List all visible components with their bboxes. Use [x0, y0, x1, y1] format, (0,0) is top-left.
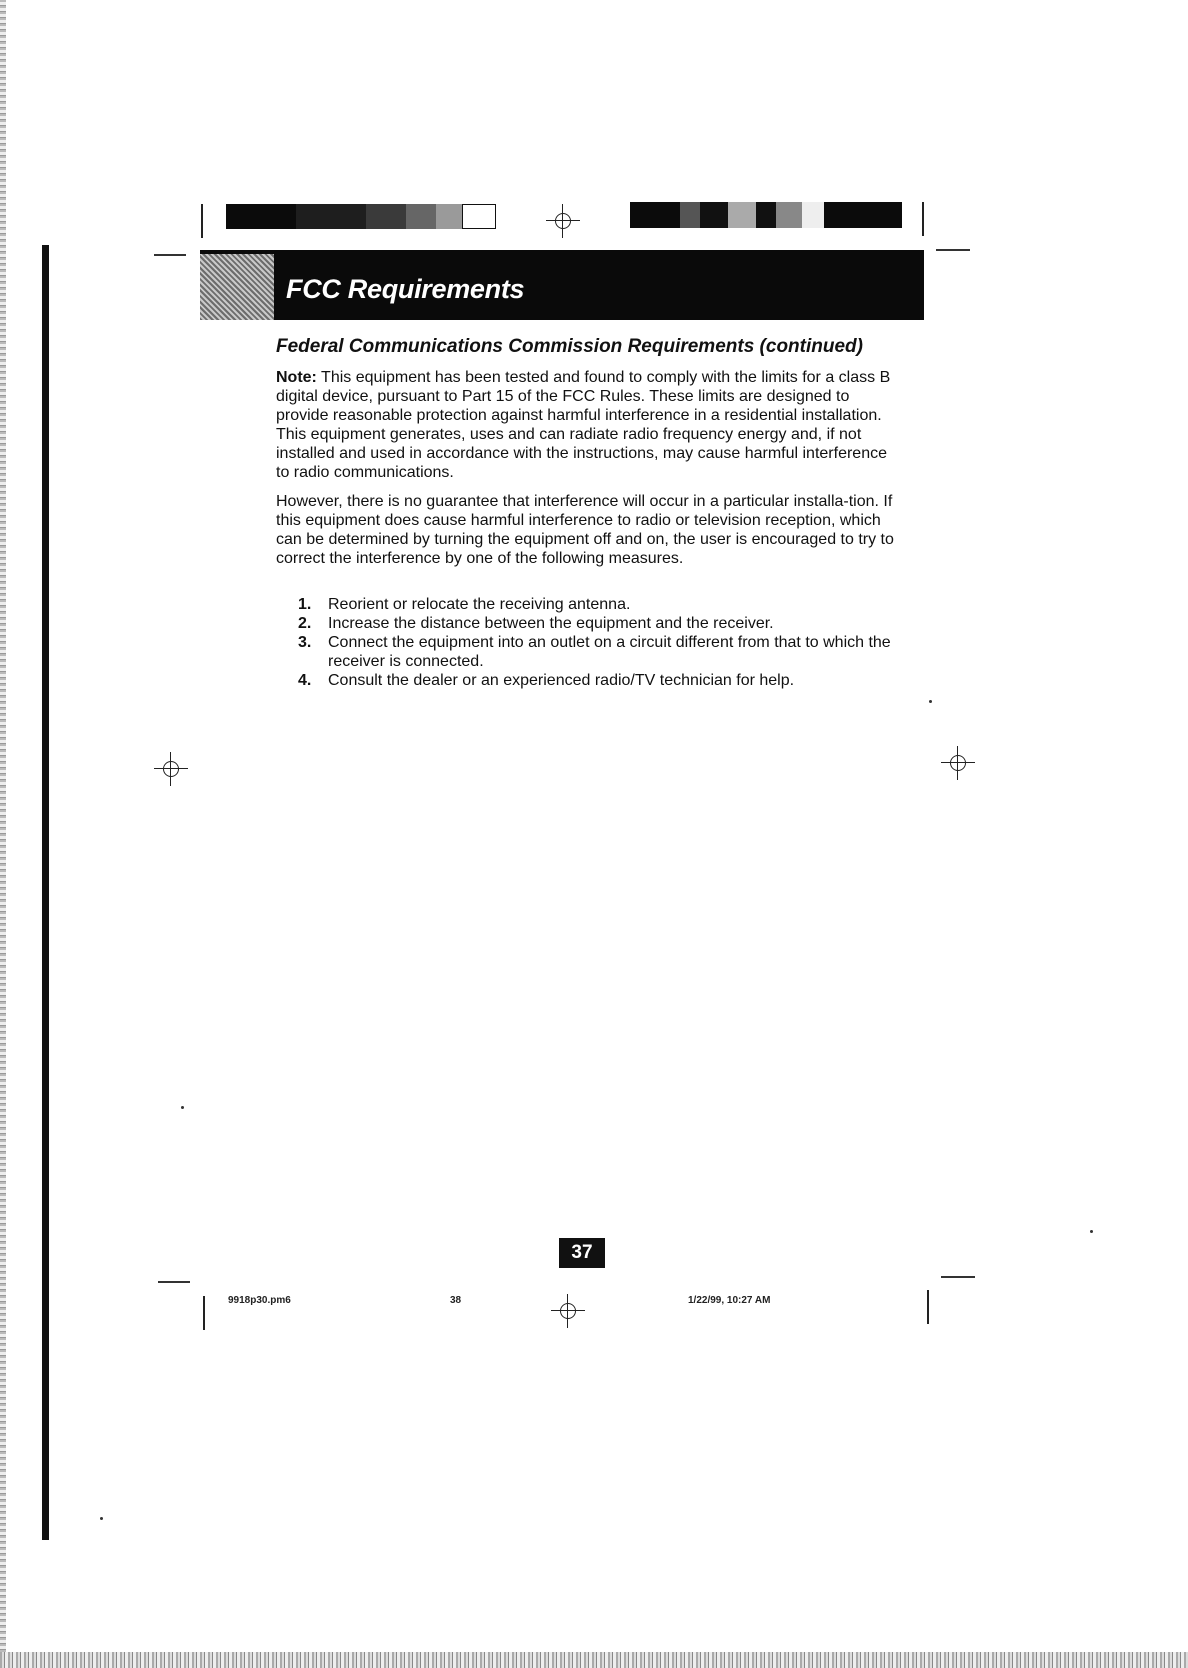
list-number: 1. [298, 596, 312, 613]
list-item [298, 614, 898, 633]
list-text: Connect the equipment into an outlet on a circuit different from that to which the receiver is connected. [328, 634, 891, 670]
list-text: Reorient or relocate the receiving antenna. [328, 596, 631, 613]
guarantee-paragraph: However, there is no guarantee that interference will occur in a particular installa-tion. If this equipment does cause harmful interference to radio or television reception, which can be determined by turning the equipment off and on, the user is encouraged to try to correct the interference by one of the following measures. [276, 493, 894, 567]
crop-mark [158, 1281, 190, 1283]
measures-list [298, 595, 898, 690]
page-title: FCC Requirements [286, 274, 525, 304]
scan-speck [181, 1106, 184, 1109]
list-text: Increase the distance between the equipment and the receiver. [328, 615, 774, 632]
note-label: Note: [276, 369, 317, 386]
footer-sheet: 38 [450, 1295, 462, 1306]
note-paragraph [276, 368, 896, 482]
color-bar-right [630, 202, 902, 228]
header-pattern-icon [200, 254, 274, 320]
scan-edge-left [0, 0, 6, 1668]
list-item [298, 595, 898, 614]
registration-mark-icon [546, 204, 580, 238]
list-item [298, 633, 898, 671]
crop-mark [941, 1276, 975, 1278]
footer-timestamp: 1/22/99, 10:27 AM [688, 1295, 771, 1306]
crop-mark [203, 1296, 205, 1330]
page-number: 37 [559, 1238, 605, 1268]
list-number: 4. [298, 672, 312, 689]
scan-speck [100, 1517, 103, 1520]
list-number: 3. [298, 634, 312, 651]
list-item [298, 671, 898, 690]
crop-mark [201, 204, 203, 238]
scan-edge-bottom [0, 1652, 1188, 1668]
crop-mark [936, 249, 970, 251]
registration-mark-icon [551, 1294, 585, 1328]
section-heading: Federal Communications Commission Requirements (continued) [276, 336, 863, 357]
registration-mark-icon [941, 746, 975, 780]
crop-mark [154, 254, 186, 256]
scan-bar-left [42, 245, 49, 1540]
list-number: 2. [298, 615, 312, 632]
crop-mark [927, 1290, 929, 1324]
scan-speck [929, 700, 932, 703]
footer-filename: 9918p30.pm6 [228, 1295, 291, 1306]
scan-speck [1090, 1230, 1093, 1233]
color-bar-left [226, 204, 496, 229]
registration-mark-icon [154, 752, 188, 786]
note-text: This equipment has been tested and found to comply with the limits for a class B digital device, pursuant to Part 15 of the FCC Rules. These limits are designed to provide reasonable protection against harmful interference in a residential installation. This equipment generates, uses and can radiate radio frequency energy and, if not installed and used in accordance with the instructions, may cause harmful interference to radio communications. [276, 369, 891, 481]
list-text: Consult the dealer or an experienced radio/TV technician for help. [328, 672, 795, 689]
crop-mark [922, 202, 924, 236]
